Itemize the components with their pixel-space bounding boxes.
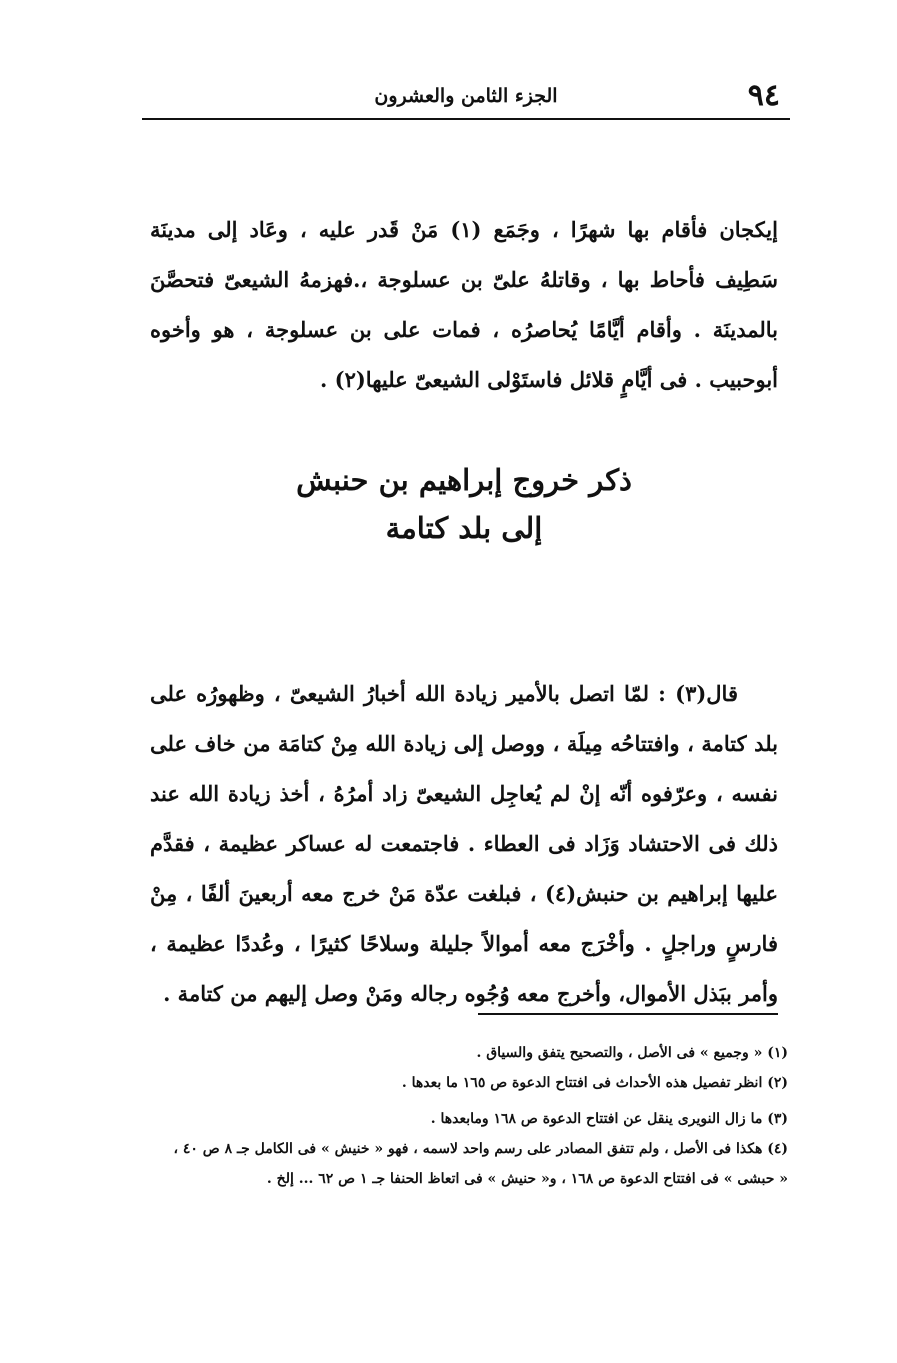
running-header [142,78,790,114]
paragraph-2: قال(٣) : لمّا اتصل بالأمير زيادة الله أخبارُ الشيعىّ ، وظهورُه على بلد كتامة ، وافتتاحُه مِيلَة ، ووصل إلى زيادة الله مِنْ كتامَة من خاف على نفسه ، وعرّفوه أنّه إنْ لم يُعاجِل الشيعىّ زاد أمرُهُ ، أخذ زيادة الله عند ذلك فى الاحتشاد وَزَاد فى العطاء . فاجتمعت له عساكر عظيمة ، فقدَّم عليها إبراهيم بن حنبش(٤) ، فبلغت عدّة مَنْ خرج معه أربعينَ ألفًا ، مِنْ فارسٍ وراجلٍ . وأخْرَج معه أموالاً جليلة وسلاحًا كثيرًا ، وعُددًا عظيمة ، وأمر ببَذل الأموال، وأخرج معه وُجُوه رجاله ومَنْ وصل إليهم من كتامة . [150,681,778,1006]
footnote-4: (٤) هكذا فى الأصل ، ولم تتفق المصادر على رسم واحد لاسمه ، فهو « خنيش » فى الكامل جـ ٨ ص ٤٠ ، « حبشى » فى افتتاح الدعوة ص ١٦٨ ، و« حنيش » فى اتعاظ الحنفا جـ ١ ص ٦٢ ... إلخ . [173,1141,788,1187]
footnote-3: (٣) ما زال النويرى ينقل عن افتتاح الدعوة ص ١٦٨ ومابعدها . [430,1111,788,1127]
header-rule [142,118,790,120]
footnote-2: (٢) انظر تفصيل هذه الأحداث فى افتتاح الدعوة ص ١٦٥ ما بعدها . [401,1075,788,1091]
footnote-1: (١) « وجميع » فى الأصل ، والتصحيح يتفق والسياق . [476,1045,788,1061]
section-heading-line-1: ذكر خروج إبراهيم بن حنبش [296,463,632,497]
paragraph-1: إيكجان فأقام بها شهرًا ، وجَمَع (١) مَنْ قَدر عليه ، وعَاد إلى مدينَة سَطِيف فأحاط بها ، وقاتلهُ علىّ بن عسلوجة ،.فهزمهُ الشيعىّ فتحصَّنَ بالمدينَة . وأقام أيَّامًا يُحاصرُه ، فمات على بن عسلوجة ، هو وأخوه أبوحبيب . فى أيَّامٍ قلائل فاستَوْلى الشيعىّ عليها(٢) . [150,217,778,392]
page-number: ٩٤ [747,78,780,113]
section-heading-line-2: إلى بلد كتامة [385,511,543,545]
running-title: الجزء الثامن والعشرون [374,85,558,107]
footnotes [160,1038,788,1194]
footnote-rule [478,1013,778,1015]
